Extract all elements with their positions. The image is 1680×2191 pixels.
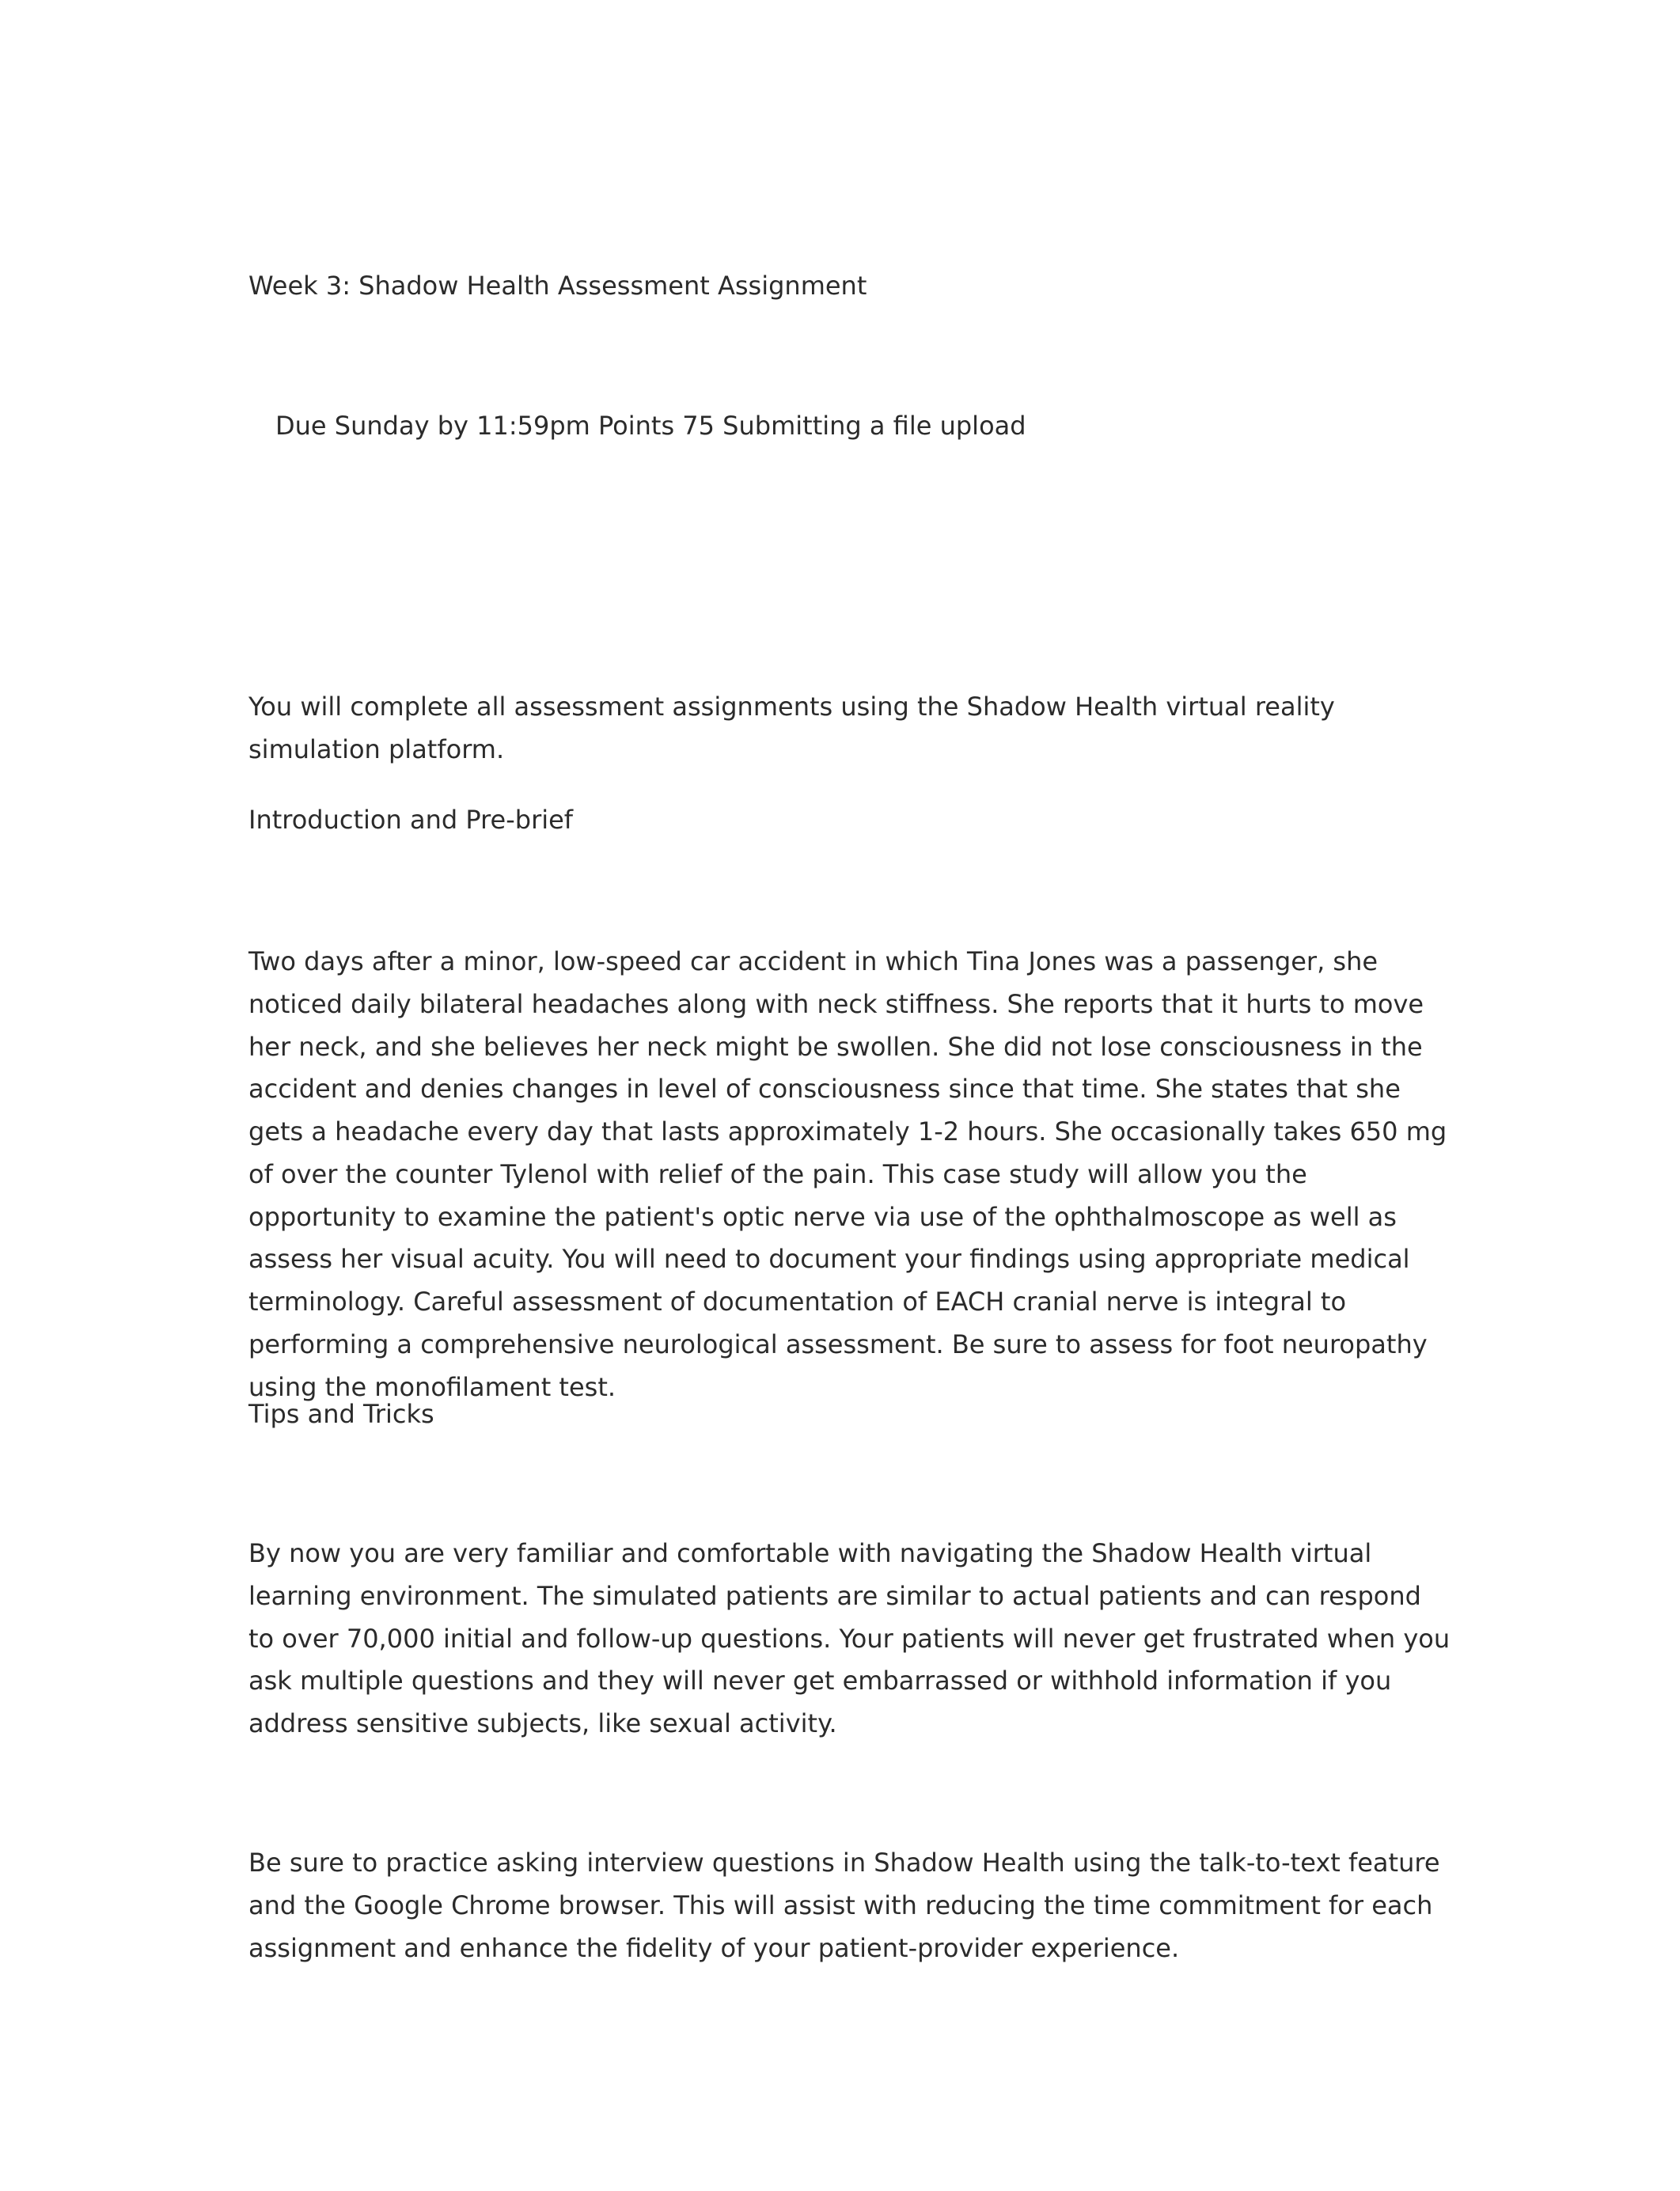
prebrief-heading: Introduction and Pre-brief <box>248 805 574 835</box>
tips-heading: Tips and Tricks <box>248 1399 434 1429</box>
intro-paragraph: You will complete all assessment assignments using the Shadow Health virtual reality simulation platform. <box>248 692 1335 764</box>
case-paragraph: Two days after a minor, low-speed car accident in which Tina Jones was a passenger, she noticed daily bilateral headaches along with neck stiffness. She reports that it hurts to move her neck, and she believes her neck might be swollen. She did not lose consciousness in the accident and denies changes in level of consciousness since that time. She states that she gets a headache every day that lasts approximately 1-2 hours. She occasionally takes 650 mg of over the counter Tylenol with relief of the pain. This case study will allow you the opportunity to examine the patient's optic nerve via use of the ophthalmoscope as well as assess her visual acuity. You will need to document your findings using appropriate medical terminology. Careful assessment of documentation of EACH cranial nerve is integral to performing a comprehensive neurological assessment. Be sure to assess for foot neuropathy using the monofilament test. <box>248 946 1447 1402</box>
assignment-meta: Due Sunday by 11:59pm Points 75 Submitting a file upload <box>275 411 1026 441</box>
tips-paragraph: Be sure to practice asking interview questions in Shadow Health using the talk-to-text feature and the Google Chrome browser. This will assist with reducing the time commitment for each assignment and enhance the fidelity of your patient-provider experience. <box>248 1848 1440 1963</box>
page-title: Week 3: Shadow Health Assessment Assignment <box>248 271 867 301</box>
tips-paragraph: By now you are very familiar and comfortable with navigating the Shadow Health virtual learning environment. The simulated patients are similar to actual patients and can respond to over 70,000 initial and follow-up questions. Your patients will never get frustrated when you ask multiple questions and they will never get embarrassed or withhold information if you address sensitive subjects, like sexual activity. <box>248 1538 1451 1738</box>
